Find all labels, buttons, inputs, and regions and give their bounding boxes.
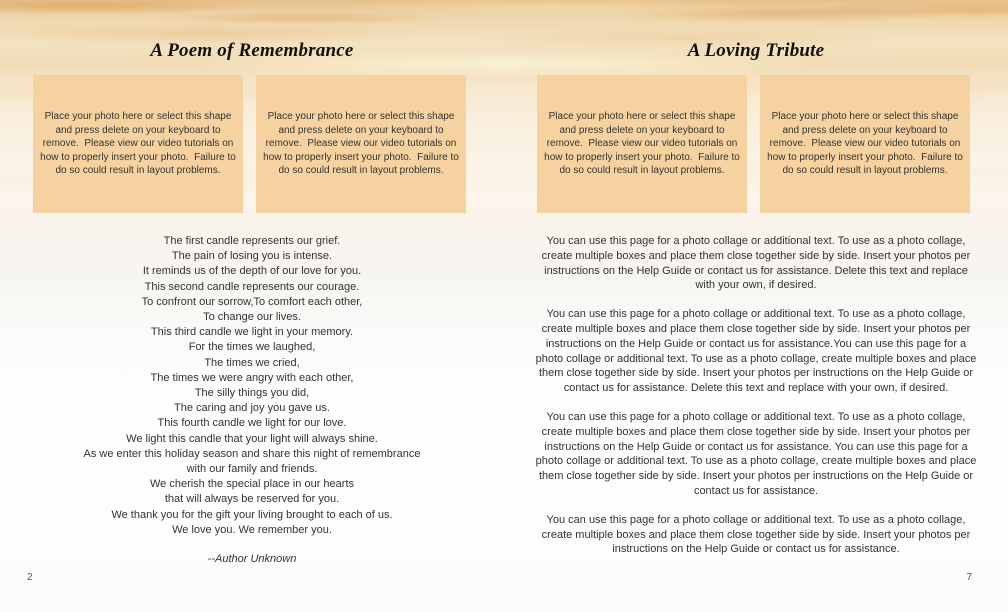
left-photo-row	[33, 75, 466, 213]
poem-line: To confront our sorrow,To comfort each other,	[141, 295, 363, 308]
poem-block[interactable]	[20, 234, 484, 567]
right-page-title[interactable]: A Loving Tribute	[687, 40, 825, 61]
photo-placeholder-text: Place your photo here or select this shape and press delete on your keyboard to remove. Please view our video tutorials on how to properly insert your photo. Failure to do so could result in layout problems.	[544, 111, 743, 177]
poem-line: This second candle represents our courage.	[144, 280, 360, 293]
poem-line: For the times we laughed,	[188, 341, 316, 354]
poem-line: As we enter this holiday season and share this night of remembrance	[83, 447, 421, 460]
page-number: 2	[27, 572, 33, 583]
poem-line: We love you. We remember you.	[172, 523, 332, 536]
right-photo-row	[537, 75, 970, 213]
poem-line: The silly things you did,	[194, 387, 310, 400]
poem-line: It reminds us of the depth of our love for you.	[142, 265, 362, 278]
poem-line: To change our lives.	[203, 311, 301, 324]
poem-line: that will always be reserved for you.	[164, 493, 340, 506]
photo-placeholder-box[interactable]	[256, 75, 466, 213]
poem-line: This fourth candle we light for our love.	[157, 417, 347, 430]
right-page	[504, 0, 1008, 612]
photo-placeholder-box[interactable]	[760, 75, 970, 213]
photo-placeholder-text: Place your photo here or select this shape and press delete on your keyboard to remove. Please view our video tutorials on how to properly insert your photo. Failure to do so could result in layout problems.	[263, 111, 462, 177]
poem-line: This third candle we light in your memory.	[150, 326, 354, 339]
page-number: 7	[966, 572, 972, 583]
poem-line: We light this candle that your light will always shine.	[126, 432, 378, 445]
poem-line: with our family and friends.	[186, 463, 318, 476]
poem-line: We thank you for the gift your living brought to each of us.	[111, 508, 393, 521]
tribute-text-block[interactable]	[534, 234, 978, 571]
body-paragraph: You can use this page for a photo collage or additional text. To use as a photo collage, create multiple boxes and place them close together side by side. Insert your photos per instructions on the Help Guide or contact us for assistance.	[541, 513, 974, 556]
body-paragraph: You can use this page for a photo collage or additional text. To use as a photo collage, create multiple boxes and place them close together side by side. Insert your photos per instructions on the Help Guide or contact us for assistance. You can use this page for a photo collage or additional text. To use as a photo collage, create multiple boxes and place them close together side by side. Insert your photos per instructions on the Help Guide or contact us for assistance.	[535, 410, 980, 497]
poem-line: The first candle represents our grief.	[163, 235, 341, 247]
body-paragraph: You can use this page for a photo collage or additional text. To use as a photo collage, create multiple boxes and place them close together side by side. Insert your photos per instructions on the Help Guide or contact us for assistance. Delete this text and replace with your own, if desired.	[541, 235, 974, 292]
poem-line: The caring and joy you gave us.	[174, 402, 330, 415]
photo-placeholder-text: Place your photo here or select this shape and press delete on your keyboard to remove. Please view our video tutorials on how to properly insert your photo. Failure to do so could result in layout problems.	[767, 111, 966, 177]
poem-line: The times we were angry with each other,	[150, 371, 354, 384]
poem-line: We cherish the special place in our hearts	[149, 478, 354, 491]
poem-line: The pain of losing you is intense.	[171, 250, 333, 263]
photo-placeholder-text: Place your photo here or select this shape and press delete on your keyboard to remove. Please view our video tutorials on how to properly insert your photo. Failure to do so could result in layout problems.	[40, 111, 239, 177]
photo-placeholder-box[interactable]	[537, 75, 747, 213]
body-paragraph: You can use this page for a photo collage or additional text. To use as a photo collage, create multiple boxes and place them close together side by side. Insert your photos per instructions on the Help Guide or contact us for assistance.You can use this page for a photo collage or additional text. To use as a photo collage, create multiple boxes and place them close together side by side. Insert your photos per instructions on the Help Guide or contact us for assistance. Delete this text and replace with your own, if desired.	[535, 308, 980, 395]
photo-placeholder-box[interactable]	[33, 75, 243, 213]
poem-line: The times we cried,	[204, 356, 300, 369]
left-page-title[interactable]: A Poem of Remembrance	[150, 40, 354, 61]
poem-author: --Author Unknown	[207, 553, 297, 566]
